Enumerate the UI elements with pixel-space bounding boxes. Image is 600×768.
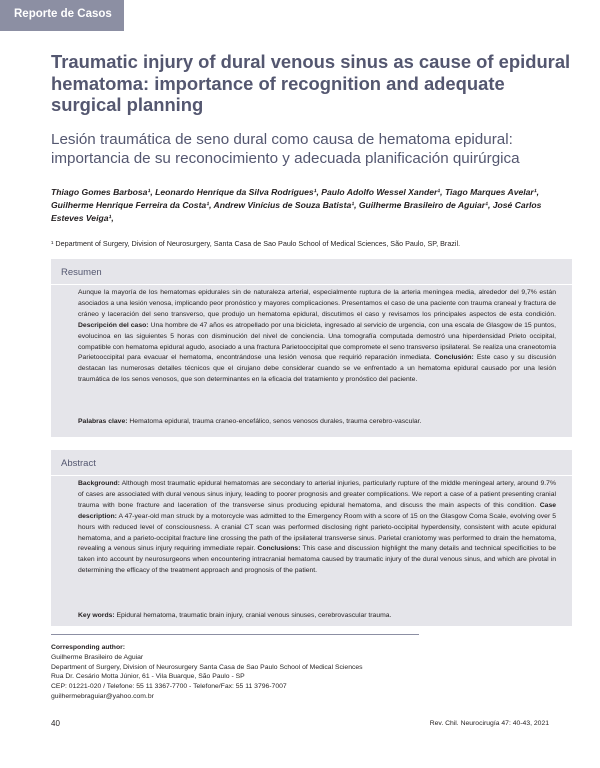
corresponding-department: Department of Surgery, Division of Neurosurgery Santa Casa de Sao Paulo School of Medical Sciences <box>51 663 363 671</box>
label-descripcion-caso: Descripción del caso: <box>78 321 149 329</box>
correspondence-block <box>51 643 451 702</box>
label-case-description: Case description: <box>78 501 556 520</box>
author-list: Thiago Gomes Barbosa¹, Leonardo Henrique da Silva Rodrigues¹, Paulo Adolfo Wessel Xander¹, Tiago Marques Avelar¹, Guilherme Henrique Ferreira da Costa¹, Andrew Vinícius de Souza Batista¹, Guilherme Brasileiro de Aguiar¹, José Carlos Esteves Veiga¹, <box>51 187 542 223</box>
abstract-text: Background: Although most traumatic epidural hematomas are secondary to arterial injuries, particularly rupture of the middle meningeal artery, around 9.7% of cases are associated with dural venous sinus injury, leading to poorer prognosis and greater complications. We report a case of a patient presenting cranial trauma with bone fracture and laceration of the transverse sinus producing epidural hematoma, and discuss the main aspects of this condition. Case description: A 47-year-old man struck by a motorcycle was admitted to the Emergency Room with a score of 15 on the Glasgow Coma Scale, evolving over 5 hours with reduced level of consciousness. A cranial CT scan was performed disclosing right parieto-occipital hyperdensity, consistent with acute epidural hematoma, and a parieto-occipital fracture line crossing the path of the ipsilateral transverse sinus. Parietal craniotomy was performed to drain the hematoma, revealing a venous sinus injury requiring immediate repair. Conclusions: This case and discussion highlight the many details and technical specificities to be taken into account by neurosurgeons when encountering intracranial hematoma caused by traumatic injury of the dural venous sinus, and which are pivotal in determining the efficacy of the treatment approach and prognosis of the patient. <box>78 480 556 575</box>
corresponding-author-name: Guilherme Brasileiro de Aguiar <box>51 653 144 661</box>
page-number: 40 <box>51 719 60 728</box>
corresponding-address: Rua Dr. Cesário Motta Júnior, 61 - Vila Buarque, São Paulo - SP <box>51 673 245 681</box>
abstract-divider <box>51 475 572 476</box>
footer-rule <box>51 634 419 635</box>
affiliation: ¹ Department of Surgery, Division of Neurosurgery, Santa Casa de Sao Paulo School of Medical Sciences, São Paulo, SP, Brazil. <box>51 239 461 248</box>
abstract-box <box>51 450 572 626</box>
label-conclusion: Conclusión: <box>434 354 474 362</box>
resumen-text: Aunque la mayoría de los hematomas epidurales sin de naturaleza arterial, especialmente ruptura de la arteria meningea media, alrededor del 9,7% están asociados a una lesión venosa, implicando peor pronóstico y mayores complicaciones. Presentamos el caso de una paciente con trauma craneal y fractura de cráneo y laceración del seno transverso, que produjo un hematoma epidural, discutimos el caso y revisamos los principales aspectos de esta condición. Descripción del caso: Una hombre de 47 años es atropellado por una bicicleta, ingresado al servicio de urgencia, con una escala de Glasgow de 15 puntos, evolucinoa en las siguientes 5 horas con disminución del nivel de conciencia. Una tomografía computada demostró una hiperdensidad Prieto occipital, compatible con hematoma epidural agudo, asociado a una fractura Parietooccipital que compromete el seno transverso ipsilateral. Se realiza una craneotomía Parietooccipital para evacuar el hematoma, encontrándose una lesión venosa que requirió reparación inmediata. Conclusión: Este caso y su discusión destacan las numerosas detalles técnicos que el cirujano debe considerar cuando se ve enfrentado a un hematoma epidural causado por una lesión traumática de los senos venosos, que son determinantes en la eficacia del tratamiento y pronóstico del paciente. <box>78 289 557 384</box>
section-label: Reporte de Casos <box>14 8 112 20</box>
journal-citation: Rev. Chil. Neurocirugía 47: 40-43, 2021 <box>429 720 549 727</box>
abstract-heading: Abstract <box>61 458 96 469</box>
keywords-label-es: Palabras clave: <box>78 418 128 425</box>
section-header-bar <box>0 0 124 31</box>
corresponding-author-label: Corresponding author: <box>51 644 126 651</box>
resumen-box <box>51 259 572 437</box>
abstract-keywords: Key words: Epidural hematoma, traumatic brain injury, cranial venous sinuses, cerebrovascular trauma. <box>78 612 392 619</box>
resumen-keywords: Palabras clave: Hematoma epidural, trauma craneo-encefálico, senos venosos durales, trauma cerebro-vascular. <box>78 418 422 425</box>
keywords-label-en: Key words: <box>78 612 115 619</box>
corresponding-email[interactable]: guilhermebraguiar@yahoo.com.br <box>51 692 154 700</box>
resumen-divider <box>51 284 572 285</box>
corresponding-phone: CEP: 01221-020 / Telefone: 55 11 3367-7700 - Telefone/Fax: 55 11 3796-7007 <box>51 683 287 691</box>
label-conclusions: Conclusions: <box>257 545 301 553</box>
label-background: Background: <box>78 480 120 487</box>
article-title-english: Traumatic injury of dural venous sinus as cause of epidural hematoma: importance of recognition and adequate surgical planning <box>51 51 571 115</box>
article-title-spanish: Lesión traumática de seno dural como causa de hematoma epidural: importancia de su reconocimiento y adecuada planificación quirúrgica <box>51 131 520 167</box>
resumen-heading: Resumen <box>61 267 102 278</box>
